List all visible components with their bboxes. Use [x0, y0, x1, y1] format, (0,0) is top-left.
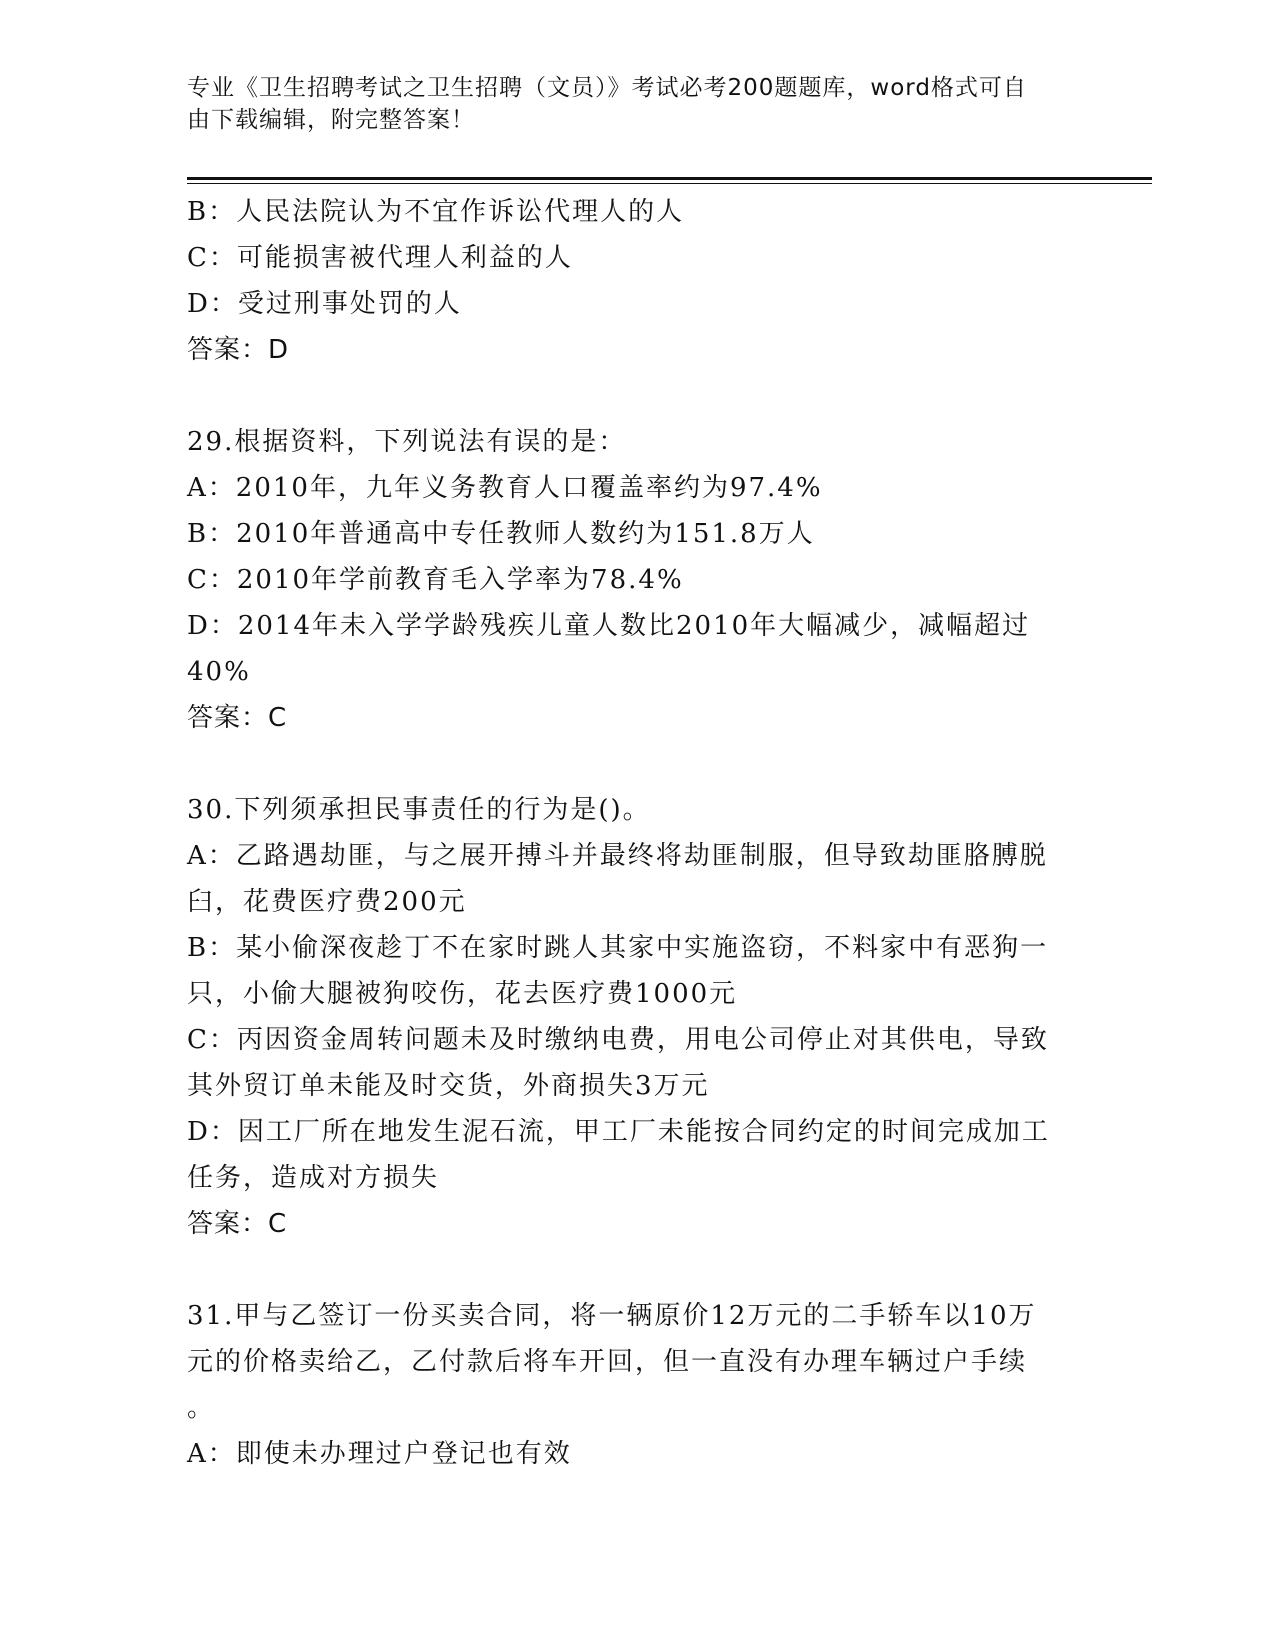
option-a-line-2: 臼，花费医疗费200元: [187, 887, 467, 917]
option-d-line-2: 40%: [187, 657, 251, 687]
question-28-tail: [187, 189, 1087, 373]
option-d: D：受过刑事处罚的人: [187, 289, 462, 319]
option-d-line-1: D：2014年未入学学龄残疾儿童人数比2010年大幅减少，减幅超过: [187, 611, 1031, 641]
question-stem: 30.下列须承担民事责任的行为是()。: [187, 795, 651, 825]
answer-line: 答案：C: [187, 703, 288, 733]
header-divider-thin: [187, 183, 1152, 184]
header-divider-thick: [187, 177, 1152, 180]
question-stem: 29.根据资料，下列说法有误的是：: [187, 427, 627, 457]
answer-line: 答案：C: [187, 1209, 288, 1239]
spacer: [187, 1247, 1087, 1293]
option-c: C：2010年学前教育毛入学率为78.4%: [187, 565, 684, 595]
question-31: [187, 1293, 1087, 1477]
question-30: [187, 787, 1087, 1247]
option-c-line-2: 其外贸订单未能及时交货，外商损失3万元: [187, 1071, 710, 1101]
option-b: B：2010年普通高中专任教师人数约为151.8万人: [187, 519, 815, 549]
spacer: [187, 741, 1087, 787]
option-a: A：2010年，九年义务教育人口覆盖率约为97.4%: [187, 473, 823, 503]
option-d-line-2: 任务，造成对方损失: [187, 1163, 440, 1193]
question-stem-line-3: 。: [187, 1393, 216, 1423]
header-title-line-2: 由下载编辑，附完整答案！: [187, 107, 475, 133]
option-b-line-2: 只，小偷大腿被狗咬伤，花去医疗费1000元: [187, 979, 738, 1009]
option-c-line-1: C：丙因资金周转问题未及时缴纳电费，用电公司停止对其供电，导致: [187, 1025, 1049, 1055]
question-stem-line-1: 31.甲与乙签订一份买卖合同，将一辆原价12万元的二手轿车以10万: [187, 1301, 1037, 1331]
option-c: C：可能损害被代理人利益的人: [187, 243, 573, 273]
answer-line: 答案：D: [187, 335, 290, 365]
question-stem-line-2: 元的价格卖给乙，乙付款后将车开回，但一直没有办理车辆过户手续: [187, 1347, 1028, 1377]
option-b: B：人民法院认为不宜作诉讼代理人的人: [187, 197, 685, 227]
spacer: [187, 373, 1087, 419]
option-a-line-1: A：乙路遇劫匪，与之展开搏斗并最终将劫匪制服，但导致劫匪胳膊脱: [187, 841, 1048, 871]
header-title-line-1: 专业《卫生招聘考试之卫生招聘（文员）》考试必考200题题库，word格式可自: [187, 75, 1027, 101]
option-d-line-1: D：因工厂所在地发生泥石流，甲工厂未能按合同约定的时间完成加工: [187, 1117, 1050, 1147]
page-header: [187, 72, 1087, 136]
option-b-line-1: B：某小偷深夜趁丁不在家时跳人其家中实施盗窃，不料家中有恶狗一: [187, 933, 1049, 963]
question-content: [187, 189, 1087, 1477]
question-29: [187, 419, 1087, 741]
option-a: A：即使未办理过户登记也有效: [187, 1439, 572, 1469]
